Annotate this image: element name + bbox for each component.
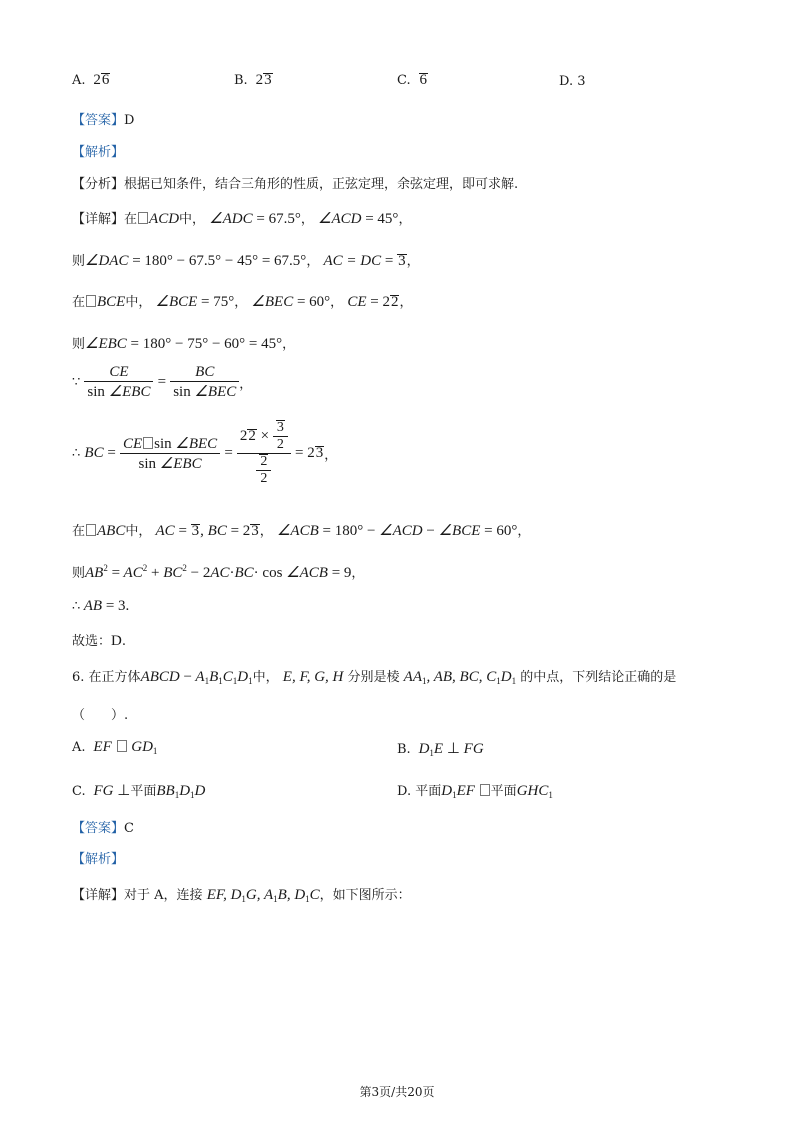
triangle-glyph-box — [138, 212, 148, 224]
q6-option-c — [72, 780, 205, 800]
math-angle-adc: ∠ADC = 67.5° — [209, 211, 301, 227]
parallel-glyph-box — [480, 784, 490, 796]
answer-tag: 【答案】 — [72, 821, 125, 836]
detail-tag: 【详解】 — [72, 212, 125, 227]
option-a-value: 26 — [89, 72, 110, 88]
q6-option-b-label: B. — [397, 742, 411, 757]
option-b-label: B. — [234, 73, 248, 88]
q6-option-a-label: A. — [72, 740, 86, 755]
word-comma: ， — [398, 212, 412, 227]
word-in: 在 — [72, 295, 86, 310]
q6-option-c-math-a: FG ⊥ — [89, 783, 131, 799]
math-bce: BCE — [97, 294, 126, 310]
fraction-bc-formula: $\frac{\text{CE sin ∠BEC}}{\text{sin ∠EBC}}$ — [120, 434, 220, 473]
word-comma: ， — [300, 212, 314, 227]
detail2-line — [72, 884, 411, 904]
choose-text: 故选： — [72, 634, 112, 649]
detail-line-9 — [72, 598, 129, 615]
fraction-bc-value: 22 × $\frac{3}{2}$ $\frac{2}{2}$ — [237, 420, 291, 487]
q6-option-c-label: C. — [72, 784, 86, 799]
math-bc: BC = — [84, 445, 116, 461]
option-d — [559, 74, 586, 89]
option-b-value: 23 — [251, 72, 272, 88]
math-bc-result: = 23 — [295, 445, 324, 461]
option-c — [397, 72, 428, 89]
word-comma: ， — [234, 295, 248, 310]
option-b — [234, 72, 273, 89]
detail-line-3 — [72, 291, 412, 311]
word-then: 则 — [72, 566, 86, 581]
math-abc: ABC — [97, 523, 126, 539]
math-ce: CE = 22 — [347, 294, 399, 310]
detail-line-7 — [72, 520, 530, 540]
word-pingmian: 平面 — [130, 784, 157, 799]
detail-line-2 — [72, 250, 420, 270]
math-ab-result: AB = 3. — [80, 598, 130, 614]
analysis-tag: 【解析】 — [72, 852, 125, 867]
option-a-label: A. — [72, 73, 86, 88]
detail-tag: 【详解】 — [72, 888, 125, 903]
option-a — [72, 72, 110, 89]
detail-line-1 — [72, 208, 411, 228]
math-angle-acb: ∠ACB = 180° − ∠ACD − ∠BCE = 60° — [276, 523, 518, 539]
word-zhong: 中， — [125, 524, 152, 539]
math-angle-dac: ∠DAC = 180° − 67.5° − 45° = 67.5° — [85, 253, 307, 269]
q6-option-b-math: $D_1E$ ⊥ FG — [414, 741, 484, 758]
q6-text-c: 分别是棱 — [347, 670, 400, 685]
word-comma: ， — [306, 254, 320, 269]
word-comma: ， — [330, 295, 344, 310]
answer-line-q6 — [72, 817, 134, 836]
word-pingmian: 平面 — [490, 784, 517, 799]
answer-line — [72, 109, 134, 128]
word-comma: ， — [282, 337, 296, 352]
math-angle-bec: ∠BEC = 60° — [251, 294, 331, 310]
fraction-bc-over-sin-bec: $\frac{BC}{\text{sin ∠BEC}}$ — [170, 364, 239, 401]
word-therefore: ∴ — [72, 599, 81, 614]
word-comma: ， — [399, 295, 413, 310]
math-angle-ebc: ∠EBC = 180° − 75° − 60° = 45° — [85, 336, 283, 352]
word-then: 则 — [72, 337, 86, 352]
page-footer: 第3页/共20页 — [359, 1085, 435, 1099]
q6-paren: （ ）. — [72, 708, 129, 723]
word-pingmian: 平面 — [415, 784, 442, 799]
option-d-label: D. 3 — [559, 74, 586, 89]
fraction-ce-over-sin-ebc: $\frac{CE}{\text{sin ∠EBC}}$ — [84, 364, 153, 401]
word-comma: ， — [259, 524, 273, 539]
math-cube: ABCD − $A_1B_1C_1D_1$ — [140, 669, 253, 686]
analysis-tag: 【解析】 — [72, 145, 125, 160]
math-acd: ACD — [149, 211, 180, 227]
answer-tag: 【答案】 — [72, 113, 125, 128]
detail-line-5 — [72, 364, 252, 401]
q6-text-b: 中， — [252, 670, 279, 685]
word-zhong: 中， — [179, 212, 206, 227]
word-comma: ， — [517, 524, 531, 539]
word-zhong: 中， — [125, 295, 152, 310]
triangle-glyph-box — [86, 295, 96, 307]
detail2-math: EF, $D_1G$, $A_1B$, $D_1C$ — [206, 887, 320, 904]
word-then: 则 — [72, 254, 86, 269]
word-therefore: ∴ — [72, 446, 81, 461]
choose-line — [72, 630, 126, 650]
math-edges: $AA_1$, AB, BC, $C_1D_1$ — [403, 669, 517, 686]
math-cosine-rule: $AB^2 = AC^2 + BC^2 - 2AC\cdot BC\cdot \cos$ ∠ACB = 9 — [85, 563, 352, 581]
equals-sign: = — [224, 445, 233, 461]
math-angle-bce: ∠BCE = 75° — [155, 294, 235, 310]
choose-answer: D — [111, 633, 122, 649]
detail-line-8 — [72, 562, 364, 582]
word-in: 在 — [72, 524, 86, 539]
q6-text-a: 在正方体 — [88, 670, 141, 685]
choose-period: . — [121, 634, 126, 649]
fenxi-line — [72, 173, 518, 192]
q6-number: 6. — [72, 670, 85, 685]
q6-stem-line-1 — [72, 666, 676, 686]
detail-line-4 — [72, 333, 295, 353]
detail2-text-b: ，如下图所示： — [319, 888, 411, 903]
math-ac-dc: AC = DC = 3 — [323, 253, 406, 269]
q6-option-a — [72, 739, 157, 756]
answer-value: C — [124, 821, 134, 836]
q6-option-d-math-b: $GHC_1$ — [516, 783, 553, 800]
q6-text-d: 的中点，下列结论正确的是 — [520, 670, 677, 685]
detail-line-6 — [72, 420, 337, 487]
math-ac-bc-values: AC = 3, BC = 23 — [155, 523, 259, 539]
word-comma: ， — [351, 566, 365, 581]
q6-option-d-math-a: $D_1EF$ — [441, 783, 490, 799]
fenxi-text: 根据已知条件，结合三角形的性质，正弦定理，余弦定理，即可求解. — [124, 177, 519, 192]
answer-value: D — [124, 113, 135, 128]
q6-option-d — [397, 780, 553, 800]
q6-option-b — [397, 739, 484, 758]
equals-sign: = — [157, 374, 167, 390]
word-in: 在 — [124, 212, 138, 227]
q6-option-a-math: EF $GD_1$ — [89, 739, 158, 756]
fenxi-tag: 【分析】 — [72, 177, 125, 192]
option-c-value: 6 — [419, 72, 428, 88]
q6-option-c-math-b: $BB_1D_1D$ — [156, 783, 206, 800]
parallel-glyph-box — [117, 740, 127, 752]
word-comma: ， — [406, 254, 420, 269]
word-comma: ， — [324, 448, 338, 463]
word-comma: ， — [239, 377, 253, 392]
q6-option-d-label: D. — [397, 784, 412, 799]
dot-glyph-box — [143, 437, 153, 449]
word-because: ∵ — [72, 375, 81, 390]
triangle-glyph-box — [86, 524, 96, 536]
option-c-label: C. — [397, 73, 411, 88]
math-angle-acd: ∠ACD = 45° — [318, 211, 399, 227]
detail2-text-a: 对于 A，连接 — [124, 888, 203, 903]
math-efgh: E, F, G, H — [282, 669, 344, 685]
